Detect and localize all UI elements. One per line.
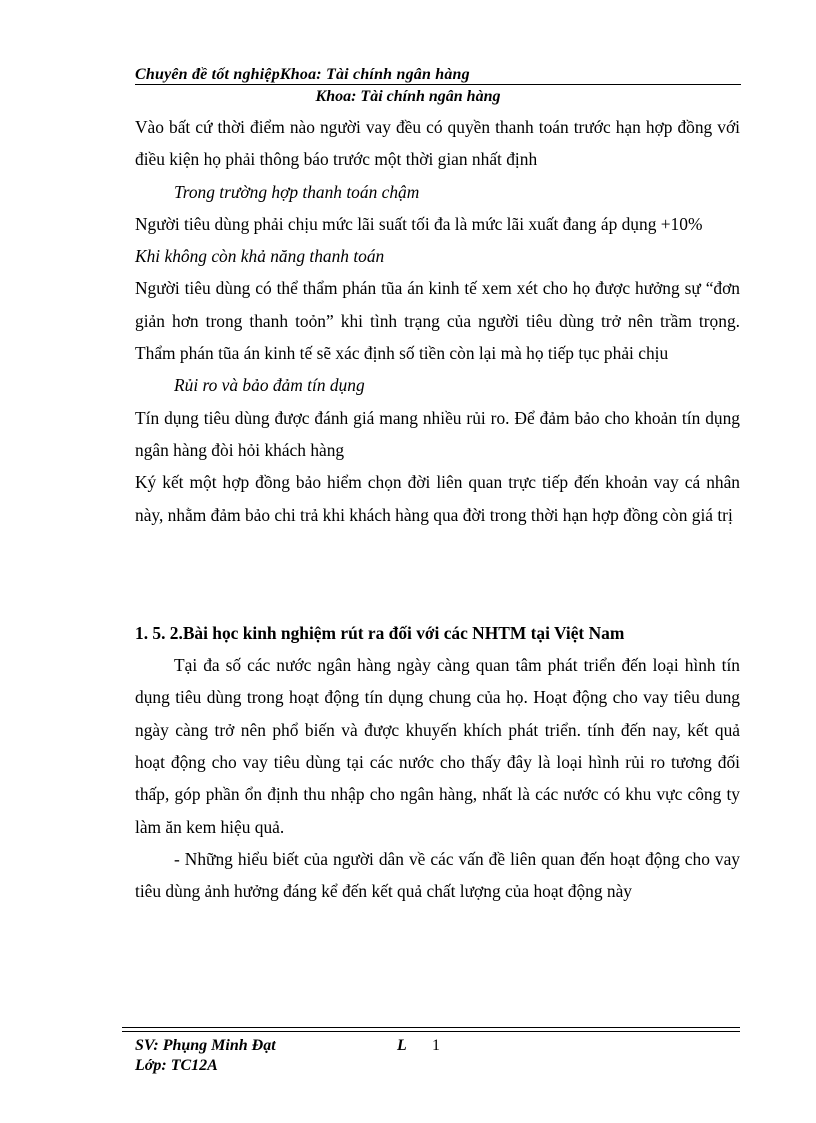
footer-rule — [122, 1027, 740, 1028]
paragraph: Vào bất cứ thời điểm nào người vay đều có quyền thanh toán trước hạn hợp đồng với điều kiện họ phải thông báo trước một thời gian nhất định — [135, 117, 740, 170]
header-subtitle: Khoa: Tài chính ngân hàng — [315, 88, 501, 105]
subheading-italic: Trong trường hợp thanh toán chậm — [174, 181, 420, 202]
header-title: Chuyên đề tốt nghiệpKhoa: Tài chính ngân hàng — [135, 66, 470, 83]
footer-rule — [122, 1031, 740, 1032]
spacer — [135, 531, 740, 595]
section-heading: 1. 5. 2.Bài học kinh nghiệm rút ra đối với các NHTM tại Việt Nam — [135, 622, 625, 643]
header-rule — [135, 84, 741, 85]
page-number: 1 — [432, 1037, 440, 1054]
document-body — [135, 111, 740, 908]
footer-class: Lớp: TC12A — [135, 1057, 218, 1074]
subheading-italic: Rủi ro và bảo đảm tín dụng — [174, 375, 365, 396]
paragraph: Người tiêu dùng phải chịu mức lãi suất tối đa là mức lãi xuất đang áp dụng +10% — [135, 213, 703, 234]
paragraph: Ký kết một hợp đồng bảo hiểm chọn đời liên quan trực tiếp đến khoản vay cá nhân này, nhằm đảm bảo chi trả khi khách hàng qua đời trong thời hạn hợp đồng còn giá trị — [135, 472, 740, 525]
footer-mark: L — [397, 1037, 407, 1054]
paragraph: - Những hiểu biết của người dân về các vấn đề liên quan đến hoạt động cho vay tiêu dùng ảnh hưởng đáng kể đến kết quả chất lượng của hoạt động này — [135, 848, 740, 902]
paragraph: Người tiêu dùng có thể thẩm phán tũa án kinh tế xem xét cho họ được hưởng sự “đơn giản hơn trong thanh toỏn” khi tình trạng của người tiêu dùng trở nên trầm trọng. Thẩm phán tũa án kinh tế sẽ xác định số tiền còn lại mà họ tiếp tục phải chịu — [135, 278, 740, 364]
subheading-italic: Khi không còn khả năng thanh toán — [135, 246, 385, 267]
paragraph: Tín dụng tiêu dùng được đánh giá mang nhiều rủi ro. Để đảm bảo cho khoản tín dụng ngân hàng đòi hỏi khách hàng — [135, 407, 740, 460]
paragraph: Tại đa số các nước ngân hàng ngày càng quan tâm phát triển đến loại hình tín dụng tiêu dùng trong hoạt động tín dụng chung của họ. Hoạt động cho vay tiêu dung ngày càng trở nên phổ biến và được khuyến khích phát triển. tính đến nay, kết quả hoạt động cho vay tiêu dùng tại các nước cho thấy đây là loại hình rủi ro tương đối thấp, góp phần ổn định thu nhập cho ngân hàng, nhất là các nước có khu vực công ty làm ăn kem hiệu quả. — [135, 655, 740, 837]
footer-student: SV: Phụng Minh Đạt — [135, 1037, 276, 1054]
